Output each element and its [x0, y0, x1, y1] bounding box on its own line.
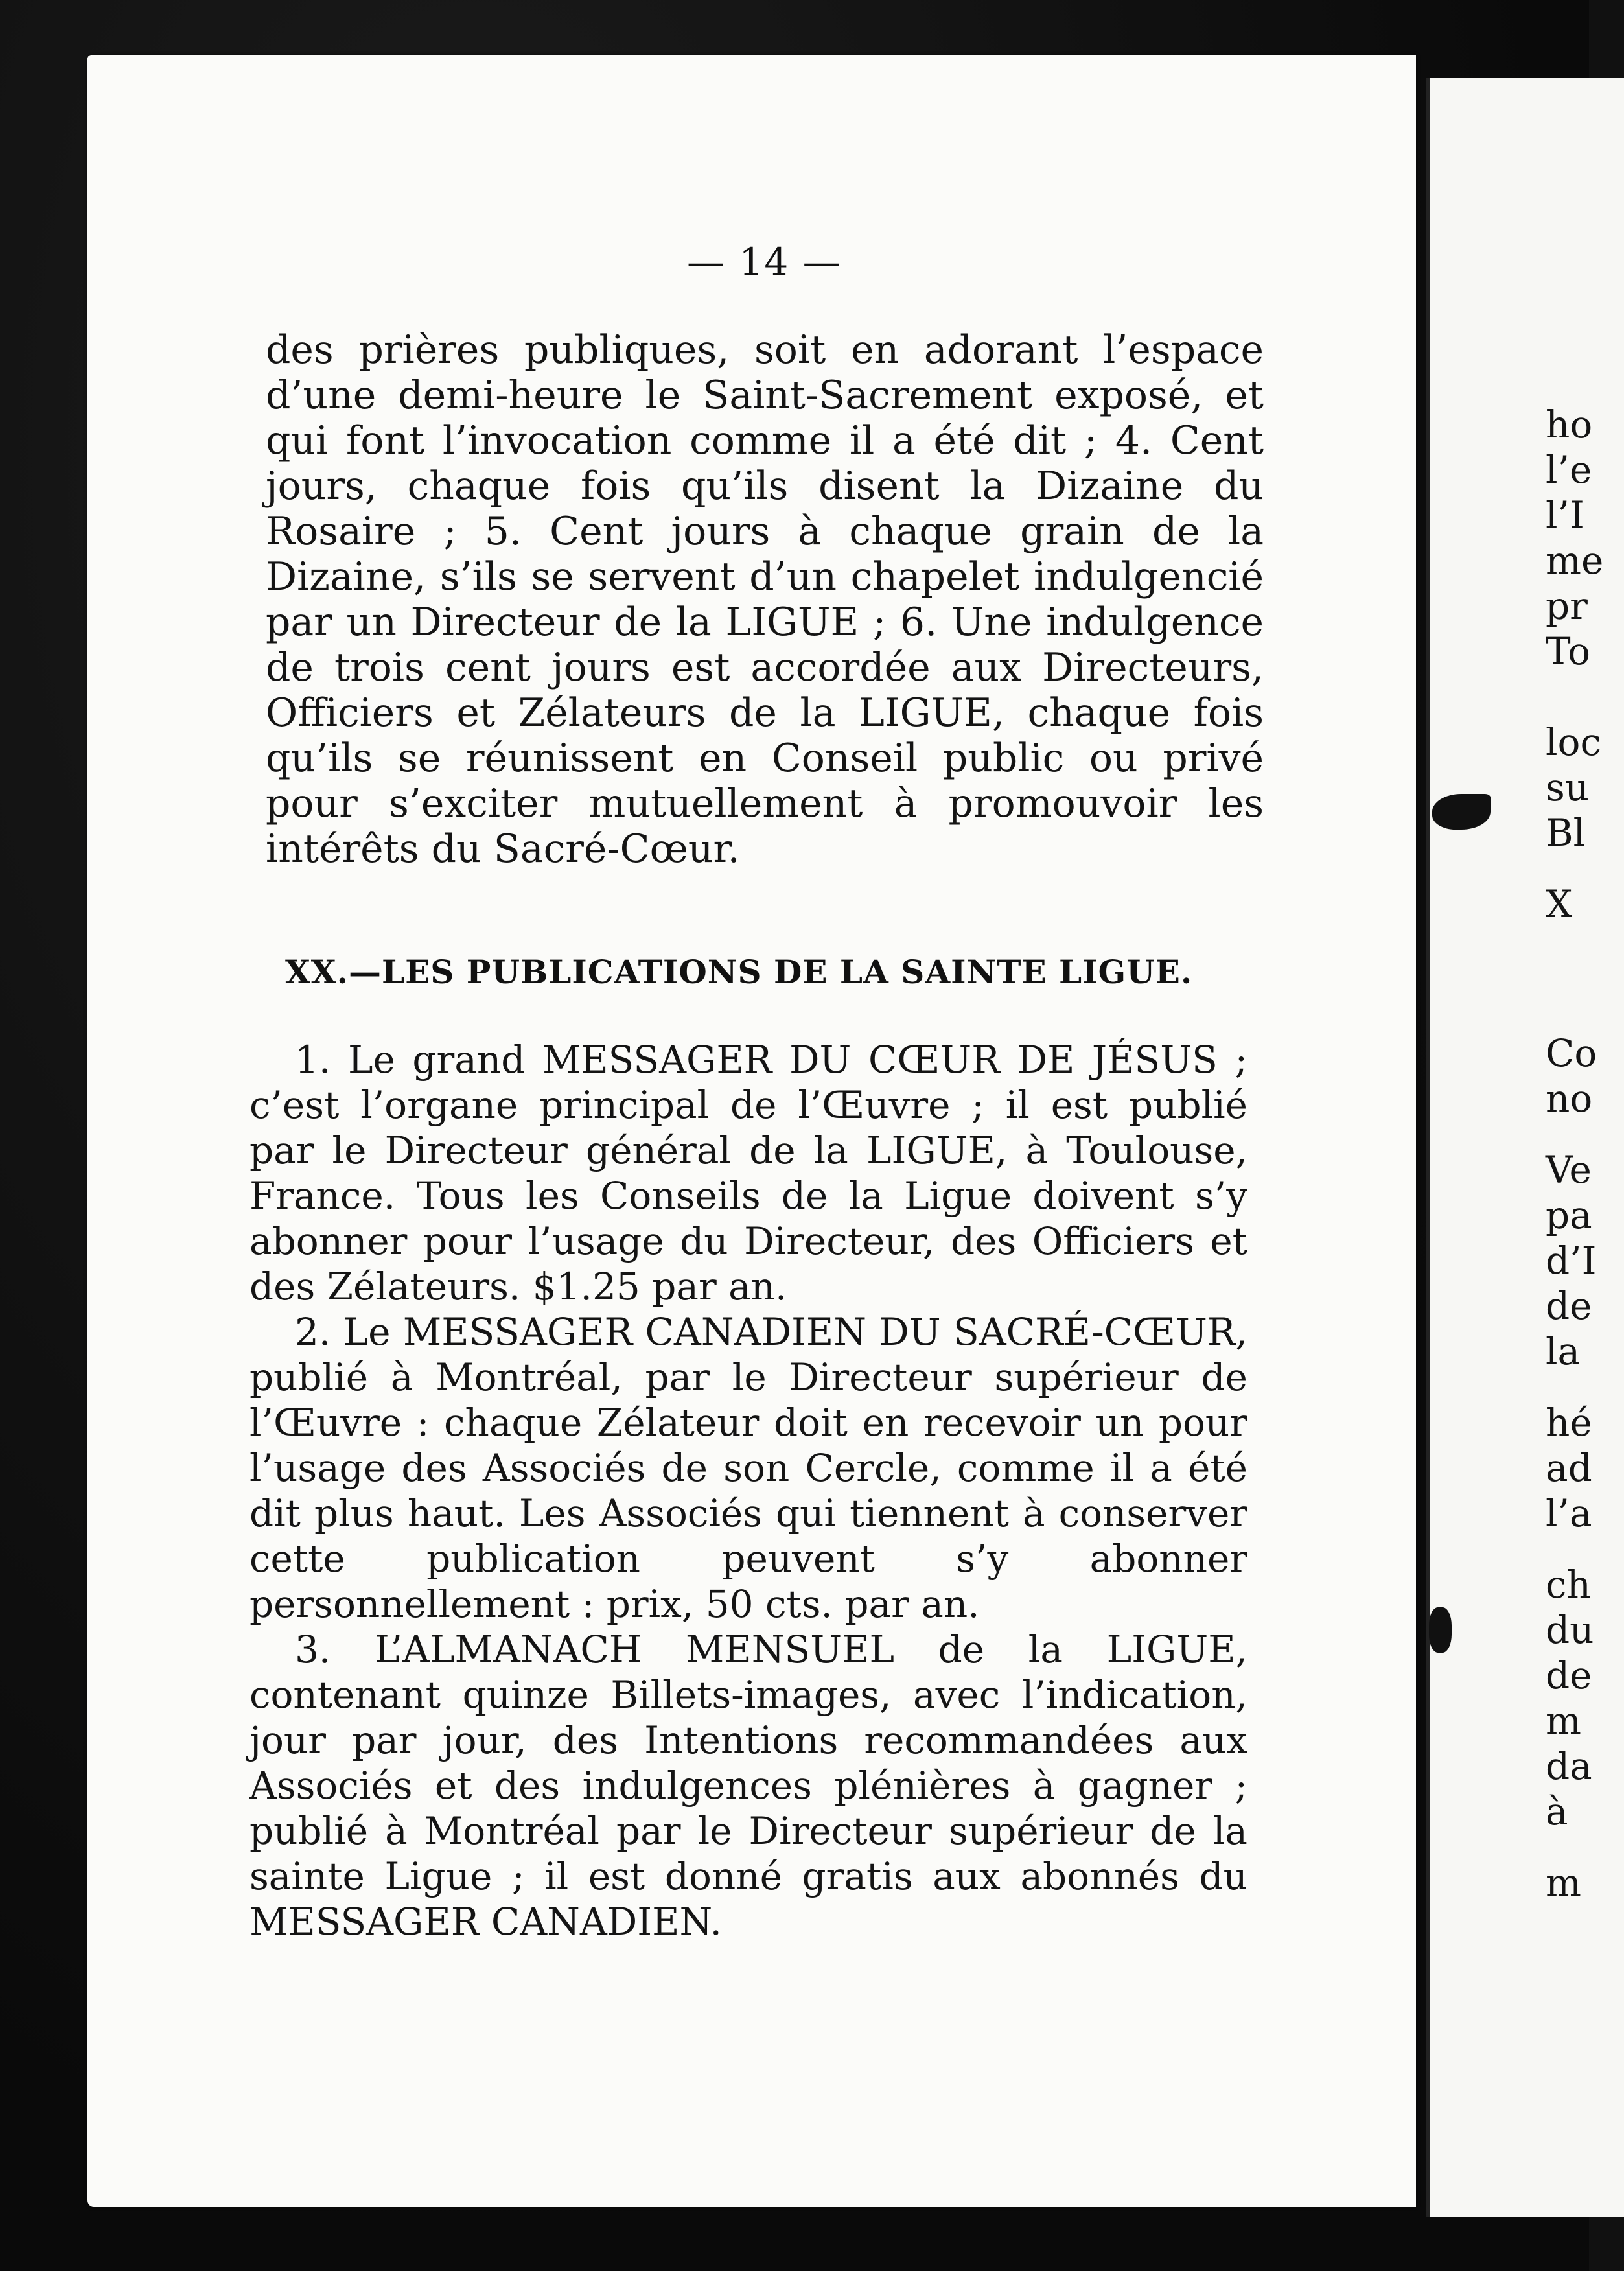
- fragment: m: [1546, 1861, 1581, 1905]
- fragment: Co: [1546, 1031, 1597, 1075]
- fragment: de: [1546, 1653, 1592, 1697]
- right-page-fragments: [1546, 402, 1604, 1905]
- fragment: me: [1546, 539, 1604, 583]
- list-item: 3. L’ALMANACH MENSUEL de la LIGUE, contenant quinze Billets-images, avec l’indication, jour par jour, des Intentions recommandées aux Associés et des indulgences plénières à gagner ; publié à Montréal par le Directeur supérieur de la sainte Ligue ; il est donné gratis aux abonnés du MESSAGER CANADIEN.: [249, 1627, 1247, 1944]
- list-item: 2. Le MESSAGER CANADIEN DU SACRÉ-CŒUR, publié à Montréal, par le Directeur supérieur de l’Œuvre : chaque Zélateur doit en recevoir un pour l’usage des Associés de son Cercle, comme il a été dit plus haut. Les Associés qui tiennent à conserver cette publication peuvent s’y abonner personnellement : prix, 50 cts. par an.: [249, 1310, 1247, 1626]
- fragment: pa: [1546, 1193, 1592, 1237]
- list-item: 1. Le grand MESSAGER DU CŒUR DE JÉSUS ; c’est l’organe principal de l’Œuvre ; il est publié par le Directeur général de la LIGUE, à Toulouse, France. Tous les Conseils de la Ligue doivent s’y abonner pour l’usage du Directeur, des Officiers et des Zélateurs. $1.25 par an.: [249, 1038, 1247, 1309]
- fragment: m: [1546, 1699, 1581, 1743]
- fragment: ad: [1546, 1446, 1592, 1490]
- right-page: [1426, 78, 1624, 2217]
- section-heading: XX.—LES PUBLICATIONS DE LA SAINTE LIGUE.: [285, 953, 1193, 991]
- fragment: de: [1546, 1284, 1592, 1328]
- fragment: X: [1546, 882, 1573, 926]
- fragment: ho: [1546, 402, 1593, 447]
- publications-list: [249, 1037, 1247, 1944]
- fragment: hé: [1546, 1401, 1592, 1445]
- ink-blot: [1429, 1607, 1452, 1653]
- fragment: à: [1546, 1789, 1568, 1834]
- fragment: l’e: [1546, 448, 1592, 492]
- fragment: du: [1546, 1608, 1594, 1652]
- fragment: pr: [1546, 584, 1588, 628]
- fragment: da: [1546, 1744, 1592, 1788]
- paragraph-continuation: des prières publiques, soit en adorant l’espace d’une demi-heure le Saint-Sacrement exposé, et qui font l’invocation comme il a été dit ; 4. Cent jours, chaque fois qu’ils disent la Dizaine du Rosaire ; 5. Cent jours à chaque grain de la Dizaine, s’ils se servent d’un chapelet indulgencié par un Directeur de la LIGUE ; 6. Une indulgence de trois cent jours est accordée aux Directeurs, Officiers et Zélateurs de la LIGUE, chaque fois qu’ils se réunissent en Conseil public ou privé pour s’exciter mutuellement à promouvoir les intérêts du Sacré-Cœur.: [266, 327, 1264, 872]
- fragment: ch: [1546, 1563, 1591, 1607]
- fragment: Ve: [1546, 1148, 1592, 1192]
- ink-blot: [1432, 794, 1491, 830]
- fragment: To: [1546, 629, 1591, 673]
- fragment: Bl: [1546, 811, 1586, 855]
- body-text: [266, 327, 1264, 885]
- fragment: d’I: [1546, 1239, 1597, 1283]
- fragment: su: [1546, 765, 1590, 809]
- fragment: l’I: [1546, 493, 1584, 537]
- fragment: no: [1546, 1077, 1593, 1121]
- fragment: la: [1546, 1329, 1581, 1373]
- fragment: l’a: [1546, 1491, 1592, 1535]
- fragment: loc: [1546, 720, 1601, 764]
- page-number: — 14 —: [687, 240, 842, 284]
